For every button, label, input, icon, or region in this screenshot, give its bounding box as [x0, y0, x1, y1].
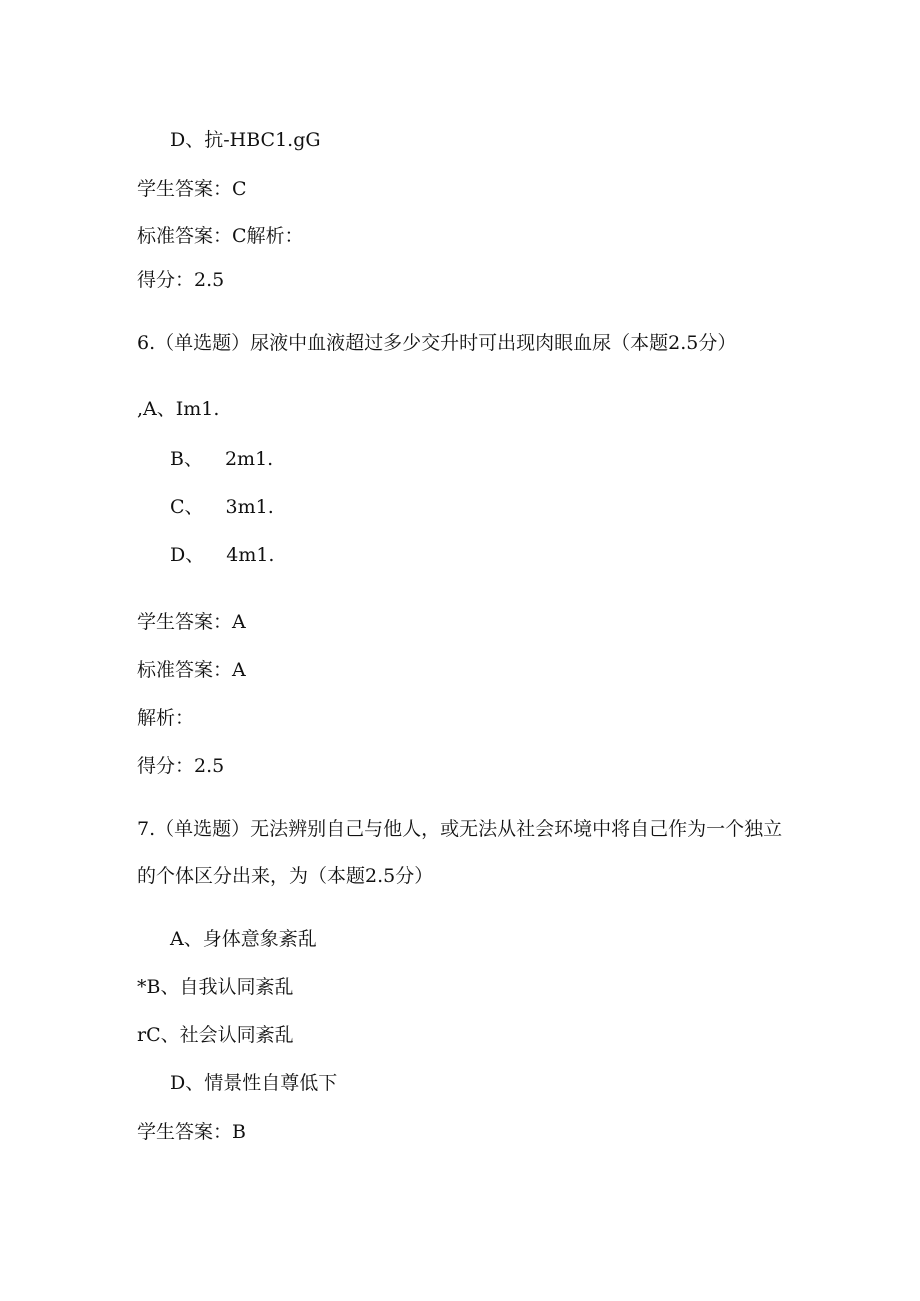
q6-option-a: ,A、Im1. [137, 398, 220, 420]
q6-standard-answer: 标准答案：A [137, 659, 246, 681]
q6-option-d [170, 543, 274, 567]
q7-option-c: rC、社会认同紊乱 [137, 1024, 294, 1046]
q7-stem-line1: 7.（单选题）无法辨别自己与他人，或无法从社会环境中将自己作为一个独立 [137, 818, 783, 840]
q6-score: 得分：2.5 [137, 755, 225, 777]
q7-option-a: A、身体意象紊乱 [170, 928, 317, 950]
q6-option-d-text: 4m1. [226, 544, 275, 566]
q5-option-d: D、抗-HBC1.gG [170, 129, 321, 151]
q6-student-answer: 学生答案：A [137, 611, 246, 633]
q7-option-b: *B、自我认同紊乱 [137, 976, 294, 998]
q6-option-c-letter: C、 [170, 496, 204, 518]
q6-option-b-text: 2m1. [224, 448, 274, 470]
q5-standard-answer: 标准答案：C解析： [137, 225, 304, 247]
q7-student-answer: 学生答案：B [137, 1121, 246, 1143]
q7-stem-line2: 的个体区分出来，为（本题2.5分） [137, 865, 434, 887]
q6-option-c-text: 3m1. [225, 496, 274, 518]
q6-option-d-letter: D、 [170, 544, 205, 566]
q7-option-d: D、情景性自尊低下 [170, 1072, 338, 1094]
q6-analysis: 解析： [137, 707, 195, 729]
q6-stem: 6.（单选题）尿液中血液超过多少交升时可出现肉眼血尿（本题2.5分） [137, 332, 737, 354]
q5-student-answer: 学生答案：C [137, 178, 247, 200]
q6-option-b-letter: B、 [170, 448, 203, 470]
q5-score: 得分：2.5 [137, 269, 225, 291]
q6-option-c [170, 495, 274, 519]
q6-option-b [170, 447, 273, 471]
